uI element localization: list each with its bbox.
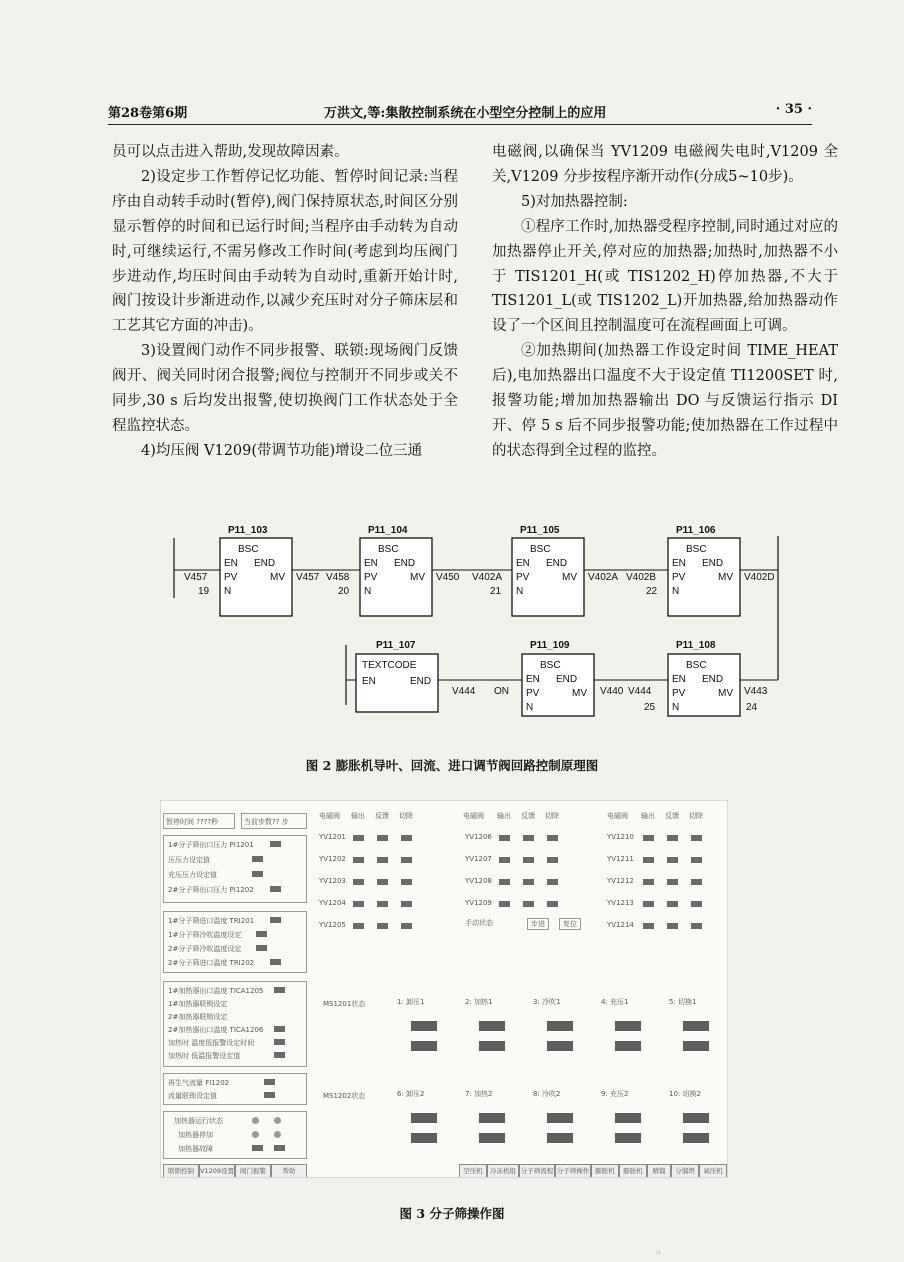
valve-indicator	[353, 879, 364, 885]
valve-indicator	[499, 901, 510, 907]
help-button[interactable]: 帮助	[271, 1164, 307, 1177]
nav-expander-2[interactable]: 膨胀机	[619, 1164, 647, 1177]
paragraph: 员可以点击进入帮助,发现故障因素。	[112, 144, 349, 160]
input-label: V402B	[626, 572, 657, 583]
svg-text:EN: EN	[364, 558, 378, 569]
paragraph: ②加热期间(加热器工作设定时间 TIME_HEAT 后),电加热器出口温度不大于设定值 TI1200SET 时,报警功能;增加加热器输出 DO 与反馈运行指示 DI 开、停 5 s 后不同步报警功能;使加热器在工作过程中的状态得到全过程的监控。	[492, 343, 838, 459]
valve-indicator	[377, 879, 388, 885]
block-p11-107	[356, 640, 476, 712]
article-running-title: 万洪文,等:集散控制系统在小型空分控制上的应用	[324, 106, 607, 121]
svg-text:PV: PV	[526, 688, 540, 699]
valve-indicator	[643, 923, 654, 929]
page-number: · 35 ·	[775, 102, 812, 117]
block-type: BSC	[686, 544, 707, 555]
right-column	[492, 140, 838, 464]
paragraph: 4)均压阀 V1209(带调节功能)增设二位三通	[141, 442, 423, 459]
svg-text:MV: MV	[572, 688, 587, 699]
valve-indicator	[691, 857, 702, 863]
heater-panel: 1#加热器出口温度 TICA1205 1#加热器联锁设定 2#加热器联锁设定 2#加热器出口温度 TICA1206 加热时 温度低报警设定时间 加热时 低温报警设定值	[163, 981, 307, 1067]
valve-indicator	[691, 835, 702, 841]
figure-2-caption: 图 2 膨胀机导叶、回流、进口调节阀回路控制原理图	[305, 758, 599, 773]
pause-time-box: 暂停时间 ????秒	[163, 813, 235, 829]
input-label: ON	[494, 686, 509, 697]
svg-text:MV: MV	[718, 572, 733, 583]
svg-text:EN: EN	[224, 558, 238, 569]
svg-text:MV: MV	[270, 572, 285, 583]
svg-text:N: N	[672, 586, 680, 597]
valve-indicator	[353, 835, 364, 841]
paragraph: 3)设置阀门动作不同步报警、联锁:现场阀门反馈阀开、阀关同时闭合报警;阀位与控制开不同步或关不同步,30 s 后均发出报警,使切换阀门工作状态处于全程监控状态。	[112, 343, 458, 434]
pressure-panel: 1#分子筛出口压力 PI1201 压压力设定值 充压压力设定值 2#分子筛出口压力 PI1202	[163, 835, 307, 903]
output-label: V440	[600, 686, 624, 697]
valve-indicator	[401, 923, 412, 929]
output-pv-label: 24	[746, 702, 758, 713]
v1209-settings-button[interactable]: V1209设置	[199, 1164, 235, 1177]
svg-text:EN: EN	[516, 558, 530, 569]
valve-indicator	[691, 923, 702, 929]
output-label: V444	[452, 686, 476, 697]
left-column	[112, 140, 458, 464]
valve-indicator	[691, 879, 702, 885]
svg-text:N: N	[516, 586, 524, 597]
svg-text:END: END	[410, 676, 432, 687]
nav-sieve-operation[interactable]: 分子筛操作	[555, 1164, 591, 1177]
header-rule	[108, 124, 812, 125]
svg-text:N: N	[364, 586, 372, 597]
svg-text:EN: EN	[362, 676, 376, 687]
input-label: V402A	[472, 572, 503, 583]
figure-3-operation-screen: 暂停时间 ????秒 当前步数?? 步 1#分子筛出口压力 PI1201 压压力设定值 充压压力设定值 2#分子筛出口压力 PI1202 1#分子筛进口温度 TRI201 1#分子筛冷吹温度设定 2#分子筛冷吹温度设定 2#分子筛进口温度 TRI202 1#加热器出口温度 TICA1205 1#加热器联锁设定 2#加热器联锁设定 2#加热器出口温度 TICA1206 加热时 温度低报警设定时间 加热时 低温报警设定值 再生气流量 FI1202 流量联锁设定值 加热器运行状态 加热器停加 加热器故障 联锁控制 V1209设置 阀门报警 帮助 电磁阀 输出 反馈 切除 电磁阀 输出 反馈 切除 电磁阀 输出 反馈 切除 YV1201 YV1202 YV1203 YV1204 YV1205 YV1206 YV1207 YV1208 YV1209 手动状态 步进 复位 YV1210 YV1211 YV1212 YV1213 YV1214 MS1201状态 1: 卸压1 2: 加热1 3: 冷吹1 4: 充压1 5: 切换1 MS1202状态 6: 卸压2 7: 加热2 8: 冷吹2 9: 充压2 10: 切换2 空压机 冷冻机组 分子筛流程 分子筛操作 膨胀机 膨胀机 精馏 分馏塔 氧压机	[160, 800, 728, 1178]
pv-label: 21	[490, 586, 502, 597]
valve-indicator	[401, 901, 412, 907]
input-label: V444	[628, 686, 652, 697]
input-label: V458	[326, 572, 350, 583]
svg-text:END: END	[254, 558, 276, 569]
valve-indicator	[667, 857, 678, 863]
block-id: P11_106	[676, 525, 716, 536]
nav-expander[interactable]: 膨胀机	[591, 1164, 619, 1177]
valve-indicator	[547, 879, 558, 885]
ms1202-title: MS1202状态	[323, 1092, 366, 1100]
block-type: TEXTCODE	[362, 660, 417, 671]
block-id: P11_103	[228, 525, 268, 536]
valve-indicator	[643, 901, 654, 907]
nav-oxygen-compressor[interactable]: 氧压机	[699, 1164, 727, 1177]
valve-indicator	[353, 857, 364, 863]
valve-indicator	[377, 901, 388, 907]
output-label: V402D	[744, 572, 775, 583]
svg-text:PV: PV	[672, 688, 686, 699]
nav-rectification[interactable]: 精馏	[647, 1164, 671, 1177]
valve-indicator	[667, 835, 678, 841]
svg-text:N: N	[526, 702, 534, 713]
valve-indicator	[643, 879, 654, 885]
block-id: P11_104	[368, 525, 408, 536]
svg-text:PV: PV	[516, 572, 530, 583]
journal-issue: 第28卷第6期	[108, 106, 188, 121]
block-type: BSC	[378, 544, 399, 555]
block-type: BSC	[530, 544, 551, 555]
valve-indicator	[547, 835, 558, 841]
output-label: V402A	[588, 572, 619, 583]
svg-text:END: END	[556, 674, 578, 685]
output-label: V450	[436, 572, 460, 583]
temperature-panel: 1#分子筛进口温度 TRI201 1#分子筛冷吹温度设定 2#分子筛冷吹温度设定 2#分子筛进口温度 TRI202	[163, 911, 307, 973]
svg-text:END: END	[702, 558, 724, 569]
pv-label: 22	[646, 586, 658, 597]
valve-indicator	[353, 901, 364, 907]
valve-indicator	[401, 857, 412, 863]
nav-sieve-flow[interactable]: 分子筛流程	[519, 1164, 555, 1177]
ms1201-title: MS1201状态	[323, 1000, 366, 1008]
valve-indicator	[547, 857, 558, 863]
nav-refrigeration[interactable]: 冷冻机组	[487, 1164, 519, 1177]
valve-indicator	[377, 835, 388, 841]
step-button[interactable]: 步进	[527, 918, 549, 930]
valve-indicator	[499, 835, 510, 841]
valve-indicator	[643, 857, 654, 863]
valve-indicator	[523, 857, 534, 863]
block-id: P11_107	[376, 640, 416, 651]
svg-text:EN: EN	[672, 558, 686, 569]
block-type: BSC	[686, 660, 707, 671]
valve-indicator	[691, 901, 702, 907]
valve-indicator	[667, 879, 678, 885]
step-count-box: 当前步数?? 步	[241, 813, 307, 829]
figure-2-block-diagram	[160, 520, 780, 760]
svg-text:PV: PV	[672, 572, 686, 583]
svg-text:MV: MV	[410, 572, 425, 583]
valve-indicator	[667, 901, 678, 907]
running-header	[108, 102, 812, 122]
block-p11-108	[628, 640, 768, 716]
flow-panel: 再生气流量 FI1202 流量联锁设定值	[163, 1073, 307, 1105]
output-label: V457	[296, 572, 320, 583]
valve-indicator	[523, 901, 534, 907]
block-id: P11_108	[676, 640, 716, 651]
svg-text:N: N	[224, 586, 232, 597]
output-label: V443	[744, 686, 768, 697]
nav-column[interactable]: 分馏塔	[671, 1164, 699, 1177]
valve-indicator	[401, 835, 412, 841]
interlock-control-button[interactable]: 联锁控制	[163, 1164, 199, 1177]
reset-button[interactable]: 复位	[559, 918, 581, 930]
paragraph: ①程序工作时,加热器受程序控制,同时通过对应的加热器停止开关,停对应的加热器;加热时,加热器不小于 TIS1201_H(或 TIS1202_H)停加热器,不大于 TIS1201_L(或 TIS1202_L)开加热器,给加热器动作设了一个区间且控制温度可在流程画面上可调。	[492, 218, 838, 335]
block-p11-109	[494, 640, 624, 716]
block-id: P11_105	[520, 525, 560, 536]
valve-indicator	[643, 835, 654, 841]
svg-text:EN: EN	[672, 674, 686, 685]
valve-indicator	[667, 923, 678, 929]
heater-status-panel: 加热器运行状态 加热器停加 加热器故障	[163, 1111, 307, 1159]
valve-indicator	[401, 879, 412, 885]
svg-text:MV: MV	[718, 688, 733, 699]
input-label: V457	[184, 572, 208, 583]
paragraph: 2)设定步工作暂停记忆功能、暂停时间记录:当程序由自动转手动时(暂停),阀门保持原状态,时间区分别显示暂停的时间和已运行时间;当程序由手动转为自动时,可继续运行,不需另修改工作时间(考虑到均压阀门步进动作,均压时间由手动转为自动时,重新开始计时,阀门按设计步渐进动作,以减少充压时对分子筛床层和工艺其它方面的冲击)。	[112, 168, 458, 335]
svg-text:MV: MV	[562, 572, 577, 583]
valve-indicator	[377, 923, 388, 929]
figure-3-caption: 图 3 分子筛操作图	[399, 1206, 505, 1221]
valve-indicator	[547, 901, 558, 907]
valve-indicator	[523, 879, 534, 885]
valve-indicator	[499, 857, 510, 863]
valve-indicator	[523, 835, 534, 841]
svg-text:N: N	[672, 702, 680, 713]
block-type: BSC	[540, 660, 561, 671]
valve-indicator	[377, 857, 388, 863]
svg-text:PV: PV	[224, 572, 238, 583]
svg-text:END: END	[394, 558, 416, 569]
svg-text:EN: EN	[526, 674, 540, 685]
pv-label: 25	[644, 702, 656, 713]
pv-label: 20	[338, 586, 350, 597]
footer-mark: 。	[656, 1242, 669, 1256]
paragraph: 5)对加热器控制:	[521, 193, 628, 210]
pv-label: 19	[198, 586, 210, 597]
valve-alarm-button[interactable]: 阀门报警	[235, 1164, 271, 1177]
nav-air-compressor[interactable]: 空压机	[459, 1164, 487, 1177]
block-type: BSC	[238, 544, 259, 555]
paragraph: 电磁阀,以确保当 YV1209 电磁阀失电时,V1209 全关,V1209 分步按程序渐开动作(分成5~10步)。	[492, 144, 838, 185]
valve-indicator	[353, 923, 364, 929]
block-id: P11_109	[530, 640, 570, 651]
svg-text:END: END	[702, 674, 724, 685]
svg-text:PV: PV	[364, 572, 378, 583]
valve-indicator	[499, 879, 510, 885]
svg-text:END: END	[546, 558, 568, 569]
